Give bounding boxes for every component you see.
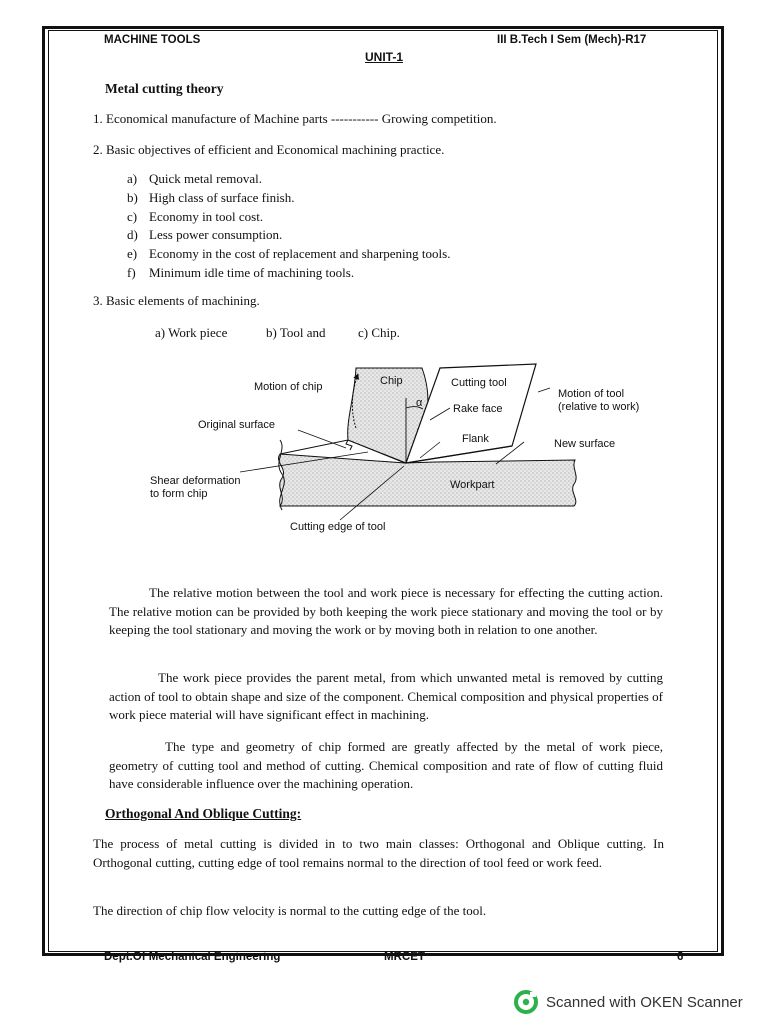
label-cutting-tool: Cutting tool bbox=[451, 377, 507, 389]
list-item bbox=[127, 226, 450, 245]
list-text: Minimum idle time of machining tools. bbox=[149, 264, 355, 280]
label-shear-1: Shear deformation bbox=[150, 475, 241, 487]
section-title: Metal cutting theory bbox=[105, 81, 224, 96]
oken-logo-icon bbox=[514, 990, 538, 1014]
list-marker: c) bbox=[127, 208, 138, 224]
paragraph-relative-motion: The relative motion between the tool and work piece is necessary for effecting the cutting action. The relative motion can be provided by both keeping the work piece stationary and moving the tool or by keeping the tool stationary and moving the work or by moving both in relation to one another. bbox=[109, 585, 663, 638]
list-item bbox=[127, 245, 450, 264]
paragraph-chip-flow: The direction of chip flow velocity is normal to the cutting edge of the tool. bbox=[93, 903, 487, 918]
metal-cutting-diagram bbox=[140, 360, 640, 550]
paragraph-chip-geometry: The type and geometry of chip formed are greatly affected by the metal of work piece, geometry of cutting tool and method of cutting. Chemical composition and rate of flow of cutting fluid have considerable influence over the machining operation. bbox=[109, 739, 663, 792]
list-item bbox=[127, 264, 450, 283]
header-course: MACHINE TOOLS bbox=[104, 34, 201, 46]
list-item bbox=[127, 170, 450, 189]
label-flank: Flank bbox=[462, 433, 489, 445]
list-marker: b) bbox=[127, 189, 138, 205]
scanner-label: Scanned with OKEN Scanner bbox=[546, 993, 743, 1011]
list-text: High class of surface finish. bbox=[149, 189, 295, 205]
list-item bbox=[127, 208, 450, 227]
footer-department: Dept.Of Mechanical Engineering bbox=[104, 951, 281, 963]
label-shear-2: to form chip bbox=[150, 488, 208, 500]
element-chip: c) Chip. bbox=[358, 325, 400, 340]
objectives-list bbox=[127, 170, 450, 283]
point-1: 1. Economical manufacture of Machine parts ----------- Growing competition. bbox=[93, 111, 497, 126]
label-motion-of-tool-2: (relative to work) bbox=[558, 401, 640, 413]
orthogonal-heading: Orthogonal And Oblique Cutting: bbox=[105, 806, 302, 821]
paragraph-work-piece: The work piece provides the parent metal, from which unwanted metal is removed by cutting action of tool to obtain shape and size of the component. Chemical composition and physical properties of work piece material will have significant effect in machining. bbox=[109, 670, 663, 723]
label-cutting-edge: Cutting edge of tool bbox=[290, 521, 386, 533]
label-original-surface: Original surface bbox=[198, 419, 276, 431]
list-text: Less power consumption. bbox=[149, 227, 283, 243]
unit-title: UNIT-1 bbox=[364, 50, 403, 64]
point-2: 2. Basic objectives of efficient and Economical machining practice. bbox=[93, 142, 445, 157]
list-item bbox=[127, 189, 450, 208]
label-chip: Chip bbox=[380, 375, 403, 387]
label-rake-face: Rake face bbox=[453, 403, 503, 415]
list-text: Economy in tool cost. bbox=[149, 208, 264, 224]
header-semester: III B.Tech I Sem (Mech)-R17 bbox=[497, 34, 647, 46]
scanner-watermark bbox=[514, 990, 743, 1014]
list-text: Quick metal removal. bbox=[149, 171, 262, 186]
list-marker: a) bbox=[127, 171, 138, 186]
list-marker: e) bbox=[127, 246, 138, 262]
list-marker: d) bbox=[127, 227, 138, 243]
list-text: Economy in the cost of replacement and sharpening tools. bbox=[149, 246, 451, 262]
list-marker: f) bbox=[127, 264, 136, 280]
point-3: 3. Basic elements of machining. bbox=[93, 293, 260, 308]
element-tool: b) Tool and bbox=[266, 325, 326, 340]
footer-college: MRCET bbox=[384, 951, 425, 963]
footer-page-number: 6 bbox=[677, 951, 684, 963]
element-work-piece: a) Work piece bbox=[155, 325, 228, 340]
label-new-surface: New surface bbox=[554, 438, 616, 450]
label-alpha: α bbox=[416, 397, 423, 409]
label-workpart: Workpart bbox=[450, 479, 495, 491]
label-motion-of-tool: Motion of tool bbox=[558, 388, 625, 400]
workpart-shape bbox=[278, 454, 576, 506]
label-motion-of-chip: Motion of chip bbox=[254, 381, 323, 393]
paragraph-orthogonal: The process of metal cutting is divided in to two main classes: Orthogonal and Oblique cutting. In Orthogonal cutting, cutting edge of tool remains normal to the direction of tool feed or work feed. bbox=[93, 836, 664, 870]
